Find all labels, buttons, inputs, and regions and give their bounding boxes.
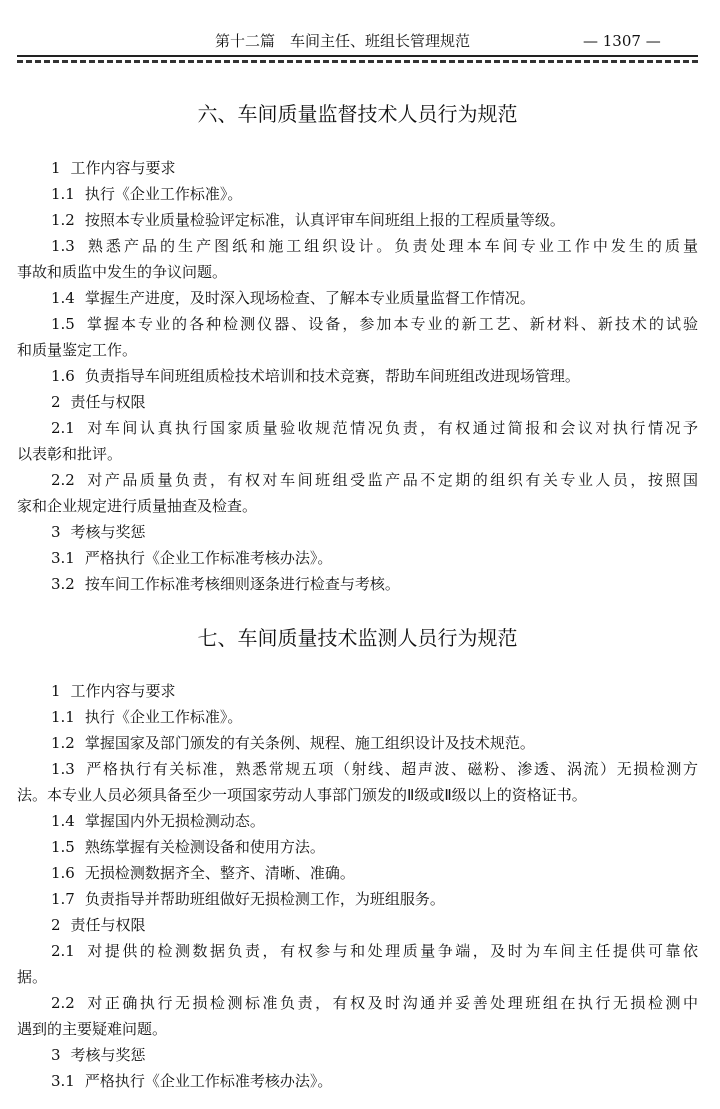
clause-number: 1.6	[51, 367, 75, 385]
text-line	[17, 782, 698, 808]
text-line	[17, 545, 698, 571]
clause-text: 和质量鉴定工作。	[17, 341, 138, 359]
text-line	[17, 964, 698, 990]
text-line	[17, 259, 698, 285]
text-line	[17, 678, 698, 704]
clause-text: 掌握国内外无损检测动态。	[84, 812, 265, 830]
clause-number: 1.1	[51, 708, 75, 726]
clause-number: 3.2	[51, 575, 75, 593]
text-line	[17, 808, 698, 834]
text-line	[17, 519, 698, 545]
text-line	[17, 1042, 698, 1068]
clause-text: 掌握生产进度，及时深入现场检查、了解本专业质量监督工作情况。	[84, 289, 535, 307]
clause-number: 1.2	[51, 734, 75, 752]
section-7	[17, 624, 698, 1094]
text-line	[17, 311, 698, 337]
clause-text: 工作内容与要求	[70, 682, 176, 700]
clause-text: 严格执行有关标准，熟悉常规五项（射线、超声波、磁粉、渗透、涡流）无损检测方	[84, 760, 698, 778]
clause-number: 1.5	[51, 838, 75, 856]
section-6	[17, 100, 698, 597]
text-line	[17, 730, 698, 756]
header-dashed-rule	[17, 60, 698, 63]
text-line	[17, 181, 698, 207]
clause-number: 2.1	[51, 419, 75, 437]
clause-number: 1.2	[51, 211, 75, 229]
section-heading: 六、车间质量监督技术人员行为规范	[197, 102, 518, 126]
text-line	[17, 285, 698, 311]
clause-number: 1.4	[51, 812, 75, 830]
page-header	[0, 30, 720, 54]
section-heading: 七、车间质量技术监测人员行为规范	[197, 626, 518, 650]
clause-number: 1.3	[51, 760, 75, 778]
running-title: 第十二篇 车间主任、班组长管理规范	[215, 32, 471, 50]
clause-text: 掌握国家及部门颁发的有关条例、规程、施工组织设计及技术规范。	[84, 734, 535, 752]
text-line	[17, 886, 698, 912]
clause-text: 对产品质量负责，有权对车间班组受监产品不定期的组织有关专业人员，按照国	[84, 471, 698, 489]
text-line	[17, 756, 698, 782]
text-line	[17, 571, 698, 597]
text-line	[17, 912, 698, 938]
clause-text: 对提供的检测数据负责，有权参与和处理质量争端，及时为车间主任提供可靠依	[84, 942, 698, 960]
clause-text: 按车间工作标准考核细则逐条进行检查与考核。	[84, 575, 400, 593]
clause-number: 1	[51, 682, 61, 700]
clause-text: 责任与权限	[70, 393, 146, 411]
text-line	[17, 1068, 698, 1094]
clause-text: 以表彰和批评。	[17, 445, 123, 463]
clause-number: 2.2	[51, 994, 75, 1012]
text-line	[17, 363, 698, 389]
text-line	[17, 233, 698, 259]
clause-number: 3.1	[51, 549, 75, 567]
clause-text: 负责指导车间班组质检技术培训和技术竞赛，帮助车间班组改进现场管理。	[84, 367, 580, 385]
clause-text: 考核与奖惩	[70, 523, 146, 541]
clause-text: 遇到的主要疑难问题。	[17, 1020, 168, 1038]
section-body	[17, 678, 698, 1094]
clause-text: 熟练掌握有关检测设备和使用方法。	[84, 838, 325, 856]
clause-text: 事故和质监中发生的争议问题。	[17, 263, 228, 281]
clause-text: 严格执行《企业工作标准考核办法》。	[84, 549, 333, 567]
text-line	[17, 441, 698, 467]
clause-text: 责任与权限	[70, 916, 146, 934]
page-number: — 1307 —	[583, 32, 661, 50]
text-line	[17, 415, 698, 441]
clause-text: 无损检测数据齐全、整齐、清晰、准确。	[84, 864, 355, 882]
text-line	[17, 860, 698, 886]
clause-number: 1	[51, 159, 61, 177]
clause-text: 对车间认真执行国家质量验收规范情况负责，有权通过简报和会议对执行情况予	[84, 419, 698, 437]
clause-number: 1.1	[51, 185, 75, 203]
text-line	[17, 834, 698, 860]
clause-number: 2.1	[51, 942, 75, 960]
clause-number: 3	[51, 523, 61, 541]
section-body	[17, 155, 698, 597]
clause-text: 熟悉产品的生产图纸和施工组织设计。负责处理本车间专业工作中发生的质量	[84, 237, 698, 255]
text-line	[17, 493, 698, 519]
clause-text: 工作内容与要求	[70, 159, 176, 177]
clause-text: 执行《企业工作标准》。	[84, 708, 243, 726]
clause-text: 掌握本专业的各种检测仪器、设备，参加本专业的新工艺、新材料、新技术的试验	[84, 315, 698, 333]
clause-number: 1.3	[51, 237, 75, 255]
clause-text: 对正确执行无损检测标准负责，有权及时沟通并妥善处理班组在执行无损检测中	[84, 994, 698, 1012]
clause-number: 2	[51, 393, 61, 411]
clause-number: 1.5	[51, 315, 75, 333]
text-line	[17, 337, 698, 363]
text-line	[17, 207, 698, 233]
text-line	[17, 990, 698, 1016]
clause-text: 按照本专业质量检验评定标准，认真评审车间班组上报的工程质量等级。	[84, 211, 565, 229]
text-line	[17, 938, 698, 964]
clause-text: 负责指导并帮助班组做好无损检测工作，为班组服务。	[84, 890, 445, 908]
text-line	[17, 389, 698, 415]
header-rule	[17, 55, 698, 57]
text-line	[17, 155, 698, 181]
clause-number: 2	[51, 916, 61, 934]
clause-text: 据。	[17, 968, 48, 986]
clause-text: 考核与奖惩	[70, 1046, 146, 1064]
clause-number: 1.6	[51, 864, 75, 882]
text-line	[17, 467, 698, 493]
clause-text: 法。本专业人员必须具备至少一项国家劳动人事部门颁发的Ⅱ级或Ⅱ级以上的资格证书。	[17, 786, 587, 804]
clause-number: 1.4	[51, 289, 75, 307]
text-line	[17, 704, 698, 730]
clause-text: 严格执行《企业工作标准考核办法》。	[84, 1072, 333, 1090]
clause-number: 1.7	[51, 890, 75, 908]
clause-text: 执行《企业工作标准》。	[84, 185, 243, 203]
clause-number: 3.1	[51, 1072, 75, 1090]
clause-number: 2.2	[51, 471, 75, 489]
text-line	[17, 1016, 698, 1042]
clause-number: 3	[51, 1046, 61, 1064]
clause-text: 家和企业规定进行质量抽查及检查。	[17, 497, 258, 515]
